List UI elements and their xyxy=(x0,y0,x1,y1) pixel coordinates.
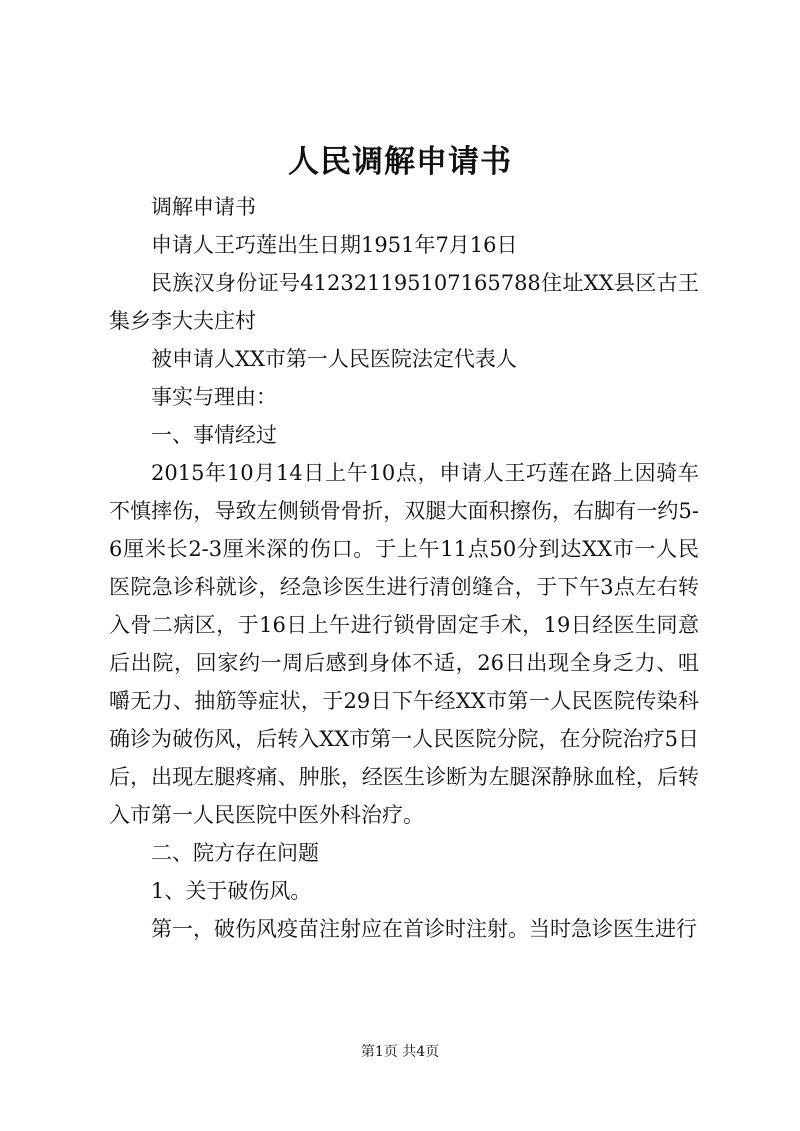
paragraph-section-two-heading: 二、院方存在问题 xyxy=(151,841,319,865)
paragraph-applicant: 申请人王巧莲出生日期1951年7月16日 xyxy=(151,233,518,257)
paragraph-section-one-heading: 一、事情经过 xyxy=(151,423,277,447)
document-body xyxy=(109,188,699,948)
paragraph-facts-heading: 事实与理由： xyxy=(151,385,277,409)
paragraph-tetanus-first-point: 第一，破伤风疫苗注射应在首诊时注射。当时急诊医生进行 xyxy=(151,917,697,941)
paragraph-heading: 调解申请书 xyxy=(151,195,256,219)
paragraph-respondent: 被申请人XX市第一人民医院法定代表人 xyxy=(151,347,517,371)
document-title: 人民调解申请书 xyxy=(288,144,512,180)
page-number: 第1页 共4页 xyxy=(360,1044,440,1060)
paragraph-tetanus-heading: 1、关于破伤风。 xyxy=(151,879,312,903)
paragraph-applicant-details: 民族汉身份证号412321195107165788住址XX县区古王集乡李大夫庄村 xyxy=(109,271,699,333)
paragraph-incident-narrative: 2015年10月14日上午10点，申请人王巧莲在路上因骑车不慎摔伤，导致左侧锁骨骨折，双腿大面积擦伤，右脚有一约5-6厘米长2-3厘米深的伤口。于上午11点50分到达XX市一人民医院急诊科就诊，经急诊医生进行清创缝合，于下午3点左右转入骨二病区，于16日上午进行锁骨固定手术，19日经医生同意后出院，回家约一周后感到身体不适，26日出现全身乏力、咀嚼无力、抽筋等症状，于29日下午经XX市第一人民医院传染科确诊为破伤风，后转入XX市第一人民医院分院，在分院治疗5日后，出现左腿疼痛、肿胀，经医生诊断为左腿深静脉血栓，后转入市第一人民医院中医外科治疗。 xyxy=(109,461,699,827)
